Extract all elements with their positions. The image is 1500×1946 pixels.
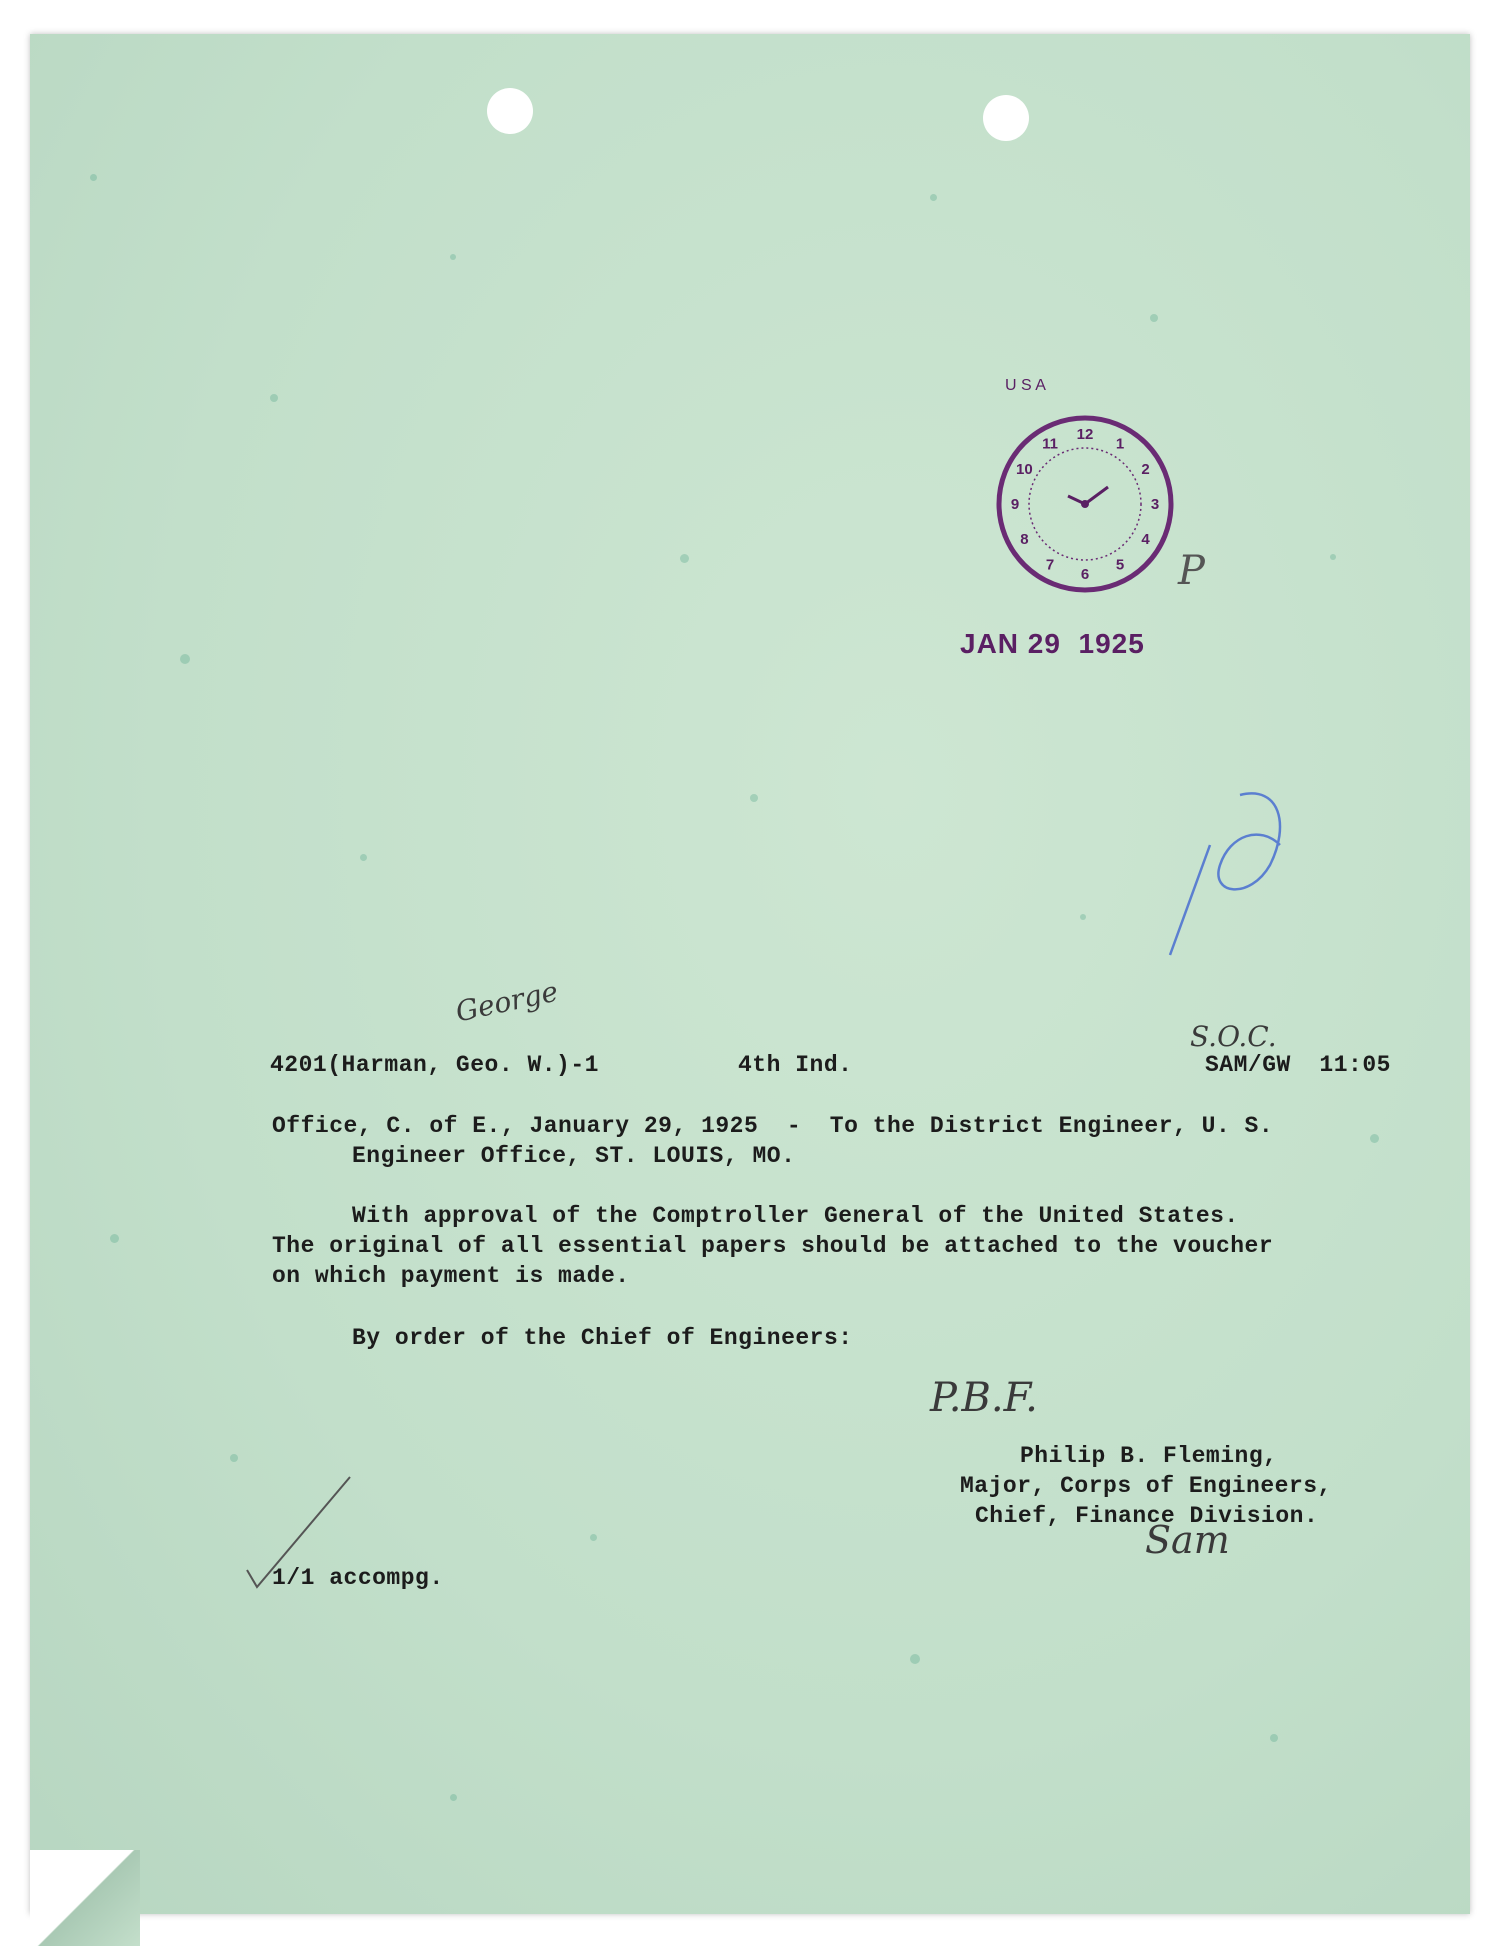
clock-number: 5 — [1115, 556, 1125, 574]
pencil-initial-p: P — [1178, 548, 1205, 594]
office-code: SAM/GW 11:05 — [1205, 1052, 1391, 1078]
initials-top-right: S.O.C. — [1190, 1020, 1277, 1053]
stamp-date: JAN 29 1925 — [960, 628, 1145, 659]
body-line-3: on which payment is made. — [272, 1263, 630, 1289]
clock-number: 2 — [1141, 461, 1150, 478]
enclosure-note: 1/1 accompg. — [272, 1565, 444, 1591]
punch-hole-right — [983, 95, 1029, 141]
stamp-top-text: U S A — [1005, 377, 1046, 394]
indorsement-number: 4th Ind. — [738, 1052, 853, 1078]
clock-number: 11 — [1042, 435, 1058, 453]
file-reference: 4201(Harman, Geo. W.)-1 — [270, 1052, 599, 1078]
folded-corner — [30, 1850, 140, 1946]
clock-number: 3 — [1150, 496, 1160, 513]
clock-number: 7 — [1045, 556, 1055, 574]
body-line-1: With approval of the Comptroller General of the United States. — [352, 1203, 1239, 1229]
clock-number: 4 — [1141, 531, 1150, 548]
clock-number: 9 — [1010, 496, 1020, 513]
signature-initials: P.B.F. — [930, 1375, 1038, 1421]
clock-number: 10 — [1016, 461, 1033, 478]
clock-number: 8 — [1020, 531, 1029, 548]
clock-number: 12 — [1076, 426, 1094, 443]
address-line-2: Engineer Office, ST. LOUIS, MO. — [352, 1143, 796, 1169]
signer-name: Philip B. Fleming, — [1020, 1443, 1278, 1469]
signature-sam: Sam — [1145, 1518, 1230, 1562]
document-sheet — [30, 34, 1470, 1914]
body-line-2: The original of all essential papers should be attached to the voucher — [272, 1233, 1274, 1259]
signer-rank: Major, Corps of Engineers, — [960, 1473, 1332, 1499]
receipt-clock-stamp — [990, 372, 1180, 612]
closing-line: By order of the Chief of Engineers: — [352, 1325, 853, 1351]
name-correction: George — [452, 974, 561, 1029]
clock-stamp-graphic — [990, 372, 1180, 612]
clock-number: 1 — [1115, 435, 1125, 453]
address-line-1: Office, C. of E., January 29, 1925 - To the District Engineer, U. S. — [272, 1113, 1274, 1139]
punch-hole-left — [487, 88, 533, 134]
signer-title: Chief, Finance Division. — [975, 1503, 1319, 1529]
blue-pencil-mark — [1150, 785, 1300, 965]
clock-number: 6 — [1080, 566, 1090, 583]
